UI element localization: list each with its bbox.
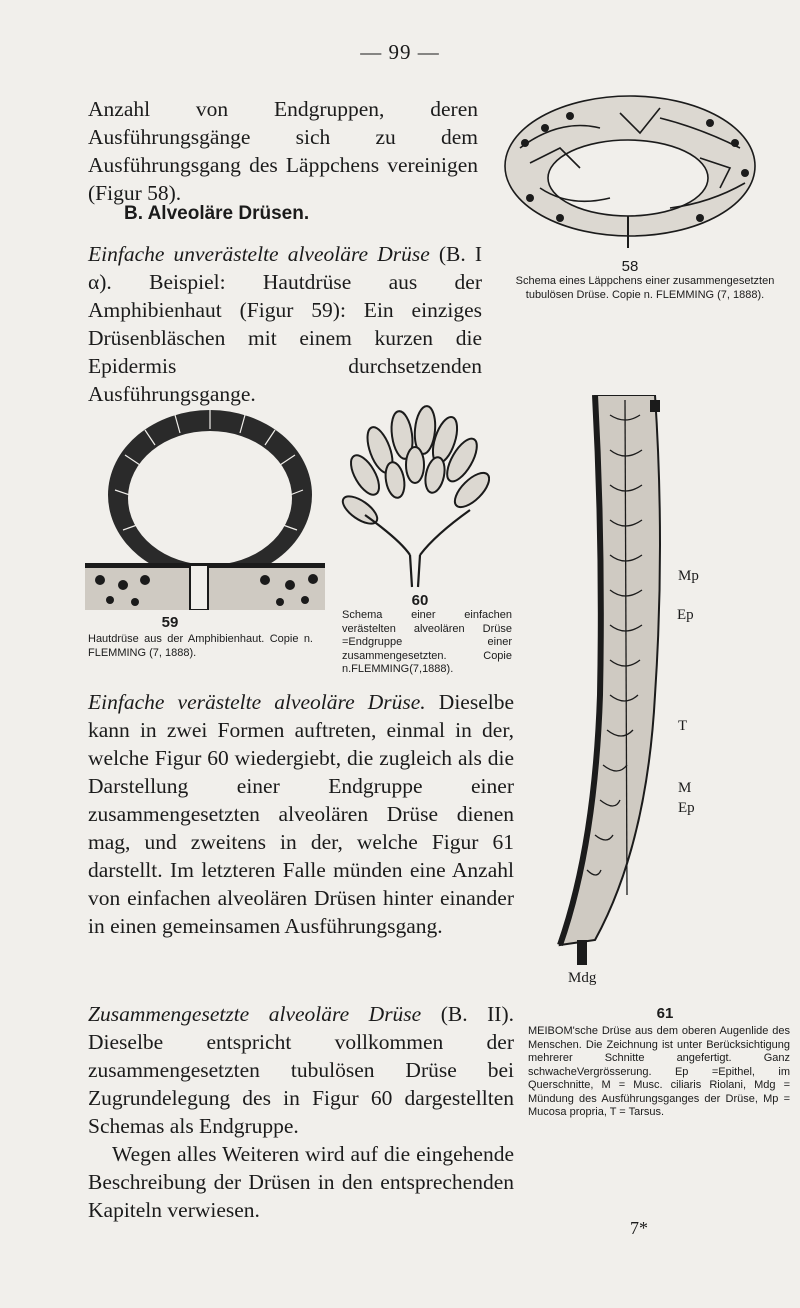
branched-gland-paragraph bbox=[88, 688, 514, 940]
figure-59-caption: Hautdrüse aus der Amphibienhaut. Copie n. FLEMMING (7, 1888). bbox=[88, 633, 313, 659]
compound-gland-text: Dieselbe entspricht vollkommen der zusammengesetzten tubulösen Drüse bei Zugrundelegung des in Figur 60 dargestellten Schemas als Endgruppe. bbox=[88, 1030, 514, 1138]
figure-60-caption: Schema einer einfachen verästelten alveolären Drüse =Endgruppe einer zusammengesetzten. Copie n.FLEMMING(7,1888). bbox=[342, 609, 512, 675]
figure-58-caption: Schema eines Läppchens einer zusammengesetzten tubulösen Drüse. Copie n. FLEMMING (7, 1888). bbox=[515, 275, 775, 301]
compound-gland-ref: (B. II). bbox=[440, 1002, 514, 1026]
fig61-label-t: T bbox=[678, 718, 688, 734]
figure-59-illustration bbox=[85, 395, 325, 610]
page-number: — 99 — bbox=[360, 40, 440, 64]
figure-59-number: 59 bbox=[161, 614, 179, 631]
fig61-label-mdg: Mdg bbox=[568, 970, 597, 986]
signature-mark: 7* bbox=[630, 1218, 648, 1238]
section-b-ref: (B. I α). bbox=[88, 242, 482, 294]
closing-paragraph: Wegen alles Weiteren wird auf die eingehende Beschreibung der Drüsen in den entsprechenden Kapiteln verwiesen. bbox=[88, 1142, 514, 1222]
section-b-heading: B. Alveoläre Drüsen. bbox=[124, 203, 310, 224]
figure-58-illustration bbox=[500, 88, 765, 278]
fig61-label-mp: Mp bbox=[678, 568, 699, 584]
figure-61-illustration bbox=[555, 395, 670, 965]
figure-61-caption: MEIBOM'sche Drüse aus dem oberen Augenlide des Menschen. Die Zeichnung ist unter Berücksichtigung mehrerer Schnitte angefertigt. Ganz schwacheVergrösserung. Ep =Epithel, im Querschnitte, M = Musc. ciliaris Riolani, Mdg = Mündung des Ausführungsganges der Drüse, Mp = Mucosa propria, T = Tarsus. bbox=[528, 1025, 790, 1118]
fig61-label-ep-bottom: Ep bbox=[678, 800, 695, 816]
section-b-text: Beispiel: Hautdrüse aus der Amphibienhaut (Figur 59): Ein einziges Drüsenbläschen mit einem kurzen die Epidermis durchsetzenden Ausführungsgange. bbox=[88, 270, 483, 406]
term-compound: Zusammengesetzte alveoläre Drüse bbox=[88, 1002, 422, 1026]
figure-58-number: 58 bbox=[621, 258, 639, 275]
figure-60-number: 60 bbox=[411, 592, 429, 609]
compound-gland-paragraph bbox=[88, 1000, 514, 1140]
section-b-paragraph bbox=[88, 240, 482, 408]
branched-gland-text: Dieselbe kann in zwei Formen auftreten, einmal in der, welche Figur 60 wiedergiebt, die zugleich als die Darstellung einer Endgruppe einer zusammengesetzten alveolären Drüse dienen mag, und zweitens in der, welche Figur 61 darstellt. Im letzteren Falle münden eine Anzahl von einfachen alveolären Drüsen hinter einander in einen gemeinsamen Ausführungsgang. bbox=[88, 690, 515, 938]
figure-60-illustration bbox=[340, 405, 490, 590]
term-simple-unbranched: Einfache unverästelte alveoläre Drüse bbox=[88, 242, 430, 266]
intro-paragraph: Anzahl von Endgruppen, deren Ausführungsgänge sich zu dem Ausführungsgang des Läppchens vereinigen (Figur 58). bbox=[88, 97, 478, 205]
fig61-label-ep-top: Ep bbox=[677, 607, 694, 623]
fig61-label-m: M bbox=[678, 780, 692, 796]
figure-61-number: 61 bbox=[656, 1005, 674, 1022]
term-simple-branched: Einfache verästelte alveoläre Drüse. bbox=[88, 690, 426, 714]
